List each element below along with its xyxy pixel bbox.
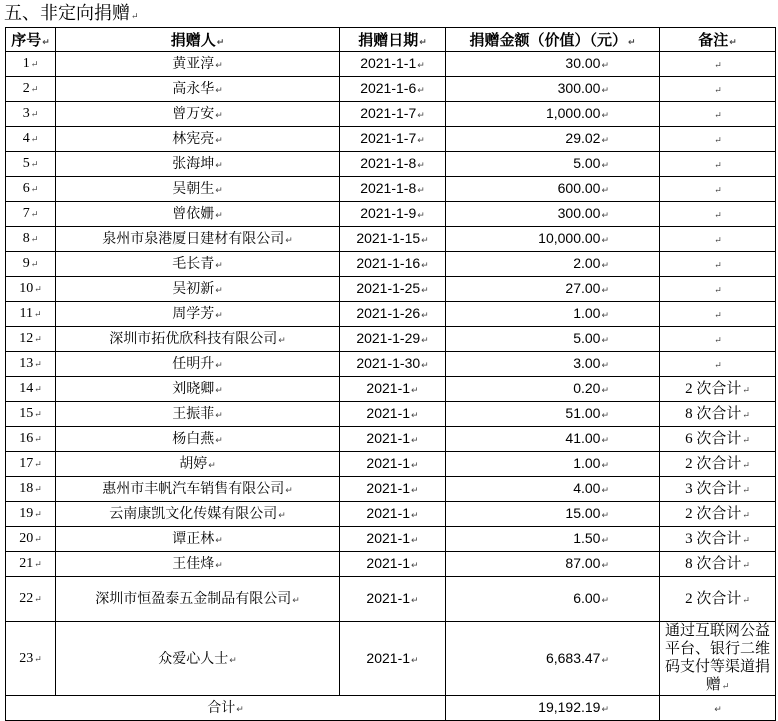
cell-seq: 8↵ [6,227,56,252]
col-header-amount: 捐赠金额（价值）（元）↵ [446,28,660,52]
cell-date: 2021-1-9↵ [340,202,446,227]
cell-note: ↵ [660,52,776,77]
cell-donor: 任明升↵ [56,352,340,377]
section-title: 五、非定向捐赠↵ [4,3,139,24]
cell-donor: 深圳市拓优欣科技有限公司↵ [56,327,340,352]
cell-note: ↵ [660,352,776,377]
cell-date: 2021-1↵ [340,377,446,402]
table-row [6,202,776,227]
table-row [6,427,776,452]
cell-date: 2021-1↵ [340,402,446,427]
table-row [6,402,776,427]
cell-amount: 27.00↵ [446,277,660,302]
cell-date: 2021-1↵ [340,452,446,477]
table-row [6,552,776,577]
cell-date: 2021-1-29↵ [340,327,446,352]
cell-note: ↵ [660,227,776,252]
cell-date: 2021-1-15↵ [340,227,446,252]
cell-seq: 17↵ [6,452,56,477]
cell-note: 6 次合计↵ [660,427,776,452]
cell-donor: 谭正林↵ [56,527,340,552]
table-header-row [6,28,776,52]
table-row [6,302,776,327]
table-row [6,52,776,77]
table-row [6,352,776,377]
cell-seq: 20↵ [6,527,56,552]
cell-donor: 云南康凯文化传媒有限公司↵ [56,502,340,527]
cell-amount: 4.00↵ [446,477,660,502]
cell-donor: 毛长青↵ [56,252,340,277]
cell-amount: 41.00↵ [446,427,660,452]
cell-seq: 6↵ [6,177,56,202]
cell-note: ↵ [660,177,776,202]
col-header-date: 捐赠日期↵ [340,28,446,52]
cell-seq: 23↵ [6,622,56,696]
cell-seq: 22↵ [6,577,56,622]
cell-note: ↵ [660,127,776,152]
col-header-note: 备注↵ [660,28,776,52]
donation-table [5,27,776,721]
cell-date: 2021-1-25↵ [340,277,446,302]
cell-donor: 杨白燕↵ [56,427,340,452]
cell-note: ↵ [660,327,776,352]
cell-donor: 刘晓卿↵ [56,377,340,402]
cell-amount: 5.00↵ [446,327,660,352]
cell-amount: 0.20↵ [446,377,660,402]
cell-amount: 29.02↵ [446,127,660,152]
table-row [6,327,776,352]
cell-amount: 1.50↵ [446,527,660,552]
cell-date: 2021-1-7↵ [340,102,446,127]
cell-donor: 泉州市泉港厦日建材有限公司↵ [56,227,340,252]
cell-note: 2 次合计↵ [660,502,776,527]
cell-seq: 3↵ [6,102,56,127]
table-row [6,102,776,127]
cell-donor: 吴初新↵ [56,277,340,302]
cell-date: 2021-1↵ [340,577,446,622]
cell-amount: 51.00↵ [446,402,660,427]
col-header-donor: 捐赠人↵ [56,28,340,52]
table-row [6,277,776,302]
cell-note: 8 次合计↵ [660,402,776,427]
cell-donor: 曾依姗↵ [56,202,340,227]
total-label: 合计↵ [6,696,446,721]
col-header-seq: 序号↵ [6,28,56,52]
cell-seq: 11↵ [6,302,56,327]
cell-amount: 1,000.00↵ [446,102,660,127]
cell-donor: 吴朝生↵ [56,177,340,202]
table-row [6,127,776,152]
cell-date: 2021-1↵ [340,527,446,552]
cell-amount: 10,000.00↵ [446,227,660,252]
cell-amount: 6.00↵ [446,577,660,622]
table-row [6,152,776,177]
table-row [6,622,776,696]
cell-note: ↵ [660,152,776,177]
cell-seq: 14↵ [6,377,56,402]
cell-date: 2021-1↵ [340,427,446,452]
cell-amount: 6,683.47↵ [446,622,660,696]
cell-note: 3 次合计↵ [660,527,776,552]
cell-seq: 15↵ [6,402,56,427]
cell-donor: 王振菲↵ [56,402,340,427]
cell-amount: 600.00↵ [446,177,660,202]
cell-note: 2 次合计↵ [660,577,776,622]
cell-amount: 3.00↵ [446,352,660,377]
cell-note: 8 次合计↵ [660,552,776,577]
cell-seq: 1↵ [6,52,56,77]
total-row [6,696,776,721]
table-row [6,377,776,402]
table-row [6,502,776,527]
cell-donor: 惠州市丰帆汽车销售有限公司↵ [56,477,340,502]
cell-date: 2021-1↵ [340,477,446,502]
cell-date: 2021-1-30↵ [340,352,446,377]
cell-donor: 周学芳↵ [56,302,340,327]
cell-note: ↵ [660,252,776,277]
cell-seq: 16↵ [6,427,56,452]
cell-donor: 胡婷↵ [56,452,340,477]
cell-seq: 10↵ [6,277,56,302]
table-row [6,77,776,102]
cell-note: 2 次合计↵ [660,377,776,402]
cell-date: 2021-1-6↵ [340,77,446,102]
cell-date: 2021-1-16↵ [340,252,446,277]
cell-seq: 18↵ [6,477,56,502]
cell-donor: 众爱心人士↵ [56,622,340,696]
cell-seq: 4↵ [6,127,56,152]
cell-amount: 2.00↵ [446,252,660,277]
cell-date: 2021-1-7↵ [340,127,446,152]
cell-donor: 黄亚淳↵ [56,52,340,77]
cell-note: ↵ [660,202,776,227]
cell-donor: 曾万安↵ [56,102,340,127]
cell-amount: 300.00↵ [446,202,660,227]
table-row [6,252,776,277]
table-row [6,477,776,502]
cell-date: 2021-1↵ [340,502,446,527]
cell-seq: 12↵ [6,327,56,352]
cell-donor: 深圳市恒盈泰五金制品有限公司↵ [56,577,340,622]
cell-seq: 2↵ [6,77,56,102]
cell-note: 通过互联网公益平台、银行二维码支付等渠道捐赠↵ [660,622,776,696]
cell-amount: 1.00↵ [446,452,660,477]
table-row [6,177,776,202]
cell-seq: 5↵ [6,152,56,177]
table-row [6,527,776,552]
cell-note: ↵ [660,277,776,302]
cell-seq: 21↵ [6,552,56,577]
table-row [6,577,776,622]
cell-donor: 高永华↵ [56,77,340,102]
cell-amount: 1.00↵ [446,302,660,327]
cell-seq: 19↵ [6,502,56,527]
table-row [6,452,776,477]
cell-donor: 张海坤↵ [56,152,340,177]
cell-amount: 30.00↵ [446,52,660,77]
cell-amount: 87.00↵ [446,552,660,577]
cell-donor: 王佳烽↵ [56,552,340,577]
cell-note: 2 次合计↵ [660,452,776,477]
cell-amount: 15.00↵ [446,502,660,527]
cell-seq: 9↵ [6,252,56,277]
cell-note: ↵ [660,77,776,102]
cell-amount: 5.00↵ [446,152,660,177]
cell-seq: 7↵ [6,202,56,227]
cell-note: 3 次合计↵ [660,477,776,502]
cell-note: ↵ [660,302,776,327]
cell-date: 2021-1-26↵ [340,302,446,327]
total-note: ↵ [660,696,776,721]
table-row [6,227,776,252]
cell-seq: 13↵ [6,352,56,377]
total-amount: 19,192.19↵ [446,696,660,721]
cell-date: 2021-1↵ [340,622,446,696]
cell-amount: 300.00↵ [446,77,660,102]
cell-date: 2021-1-8↵ [340,152,446,177]
cell-note: ↵ [660,102,776,127]
cell-date: 2021-1-8↵ [340,177,446,202]
cell-date: 2021-1↵ [340,552,446,577]
cell-donor: 林宪亮↵ [56,127,340,152]
cell-date: 2021-1-1↵ [340,52,446,77]
